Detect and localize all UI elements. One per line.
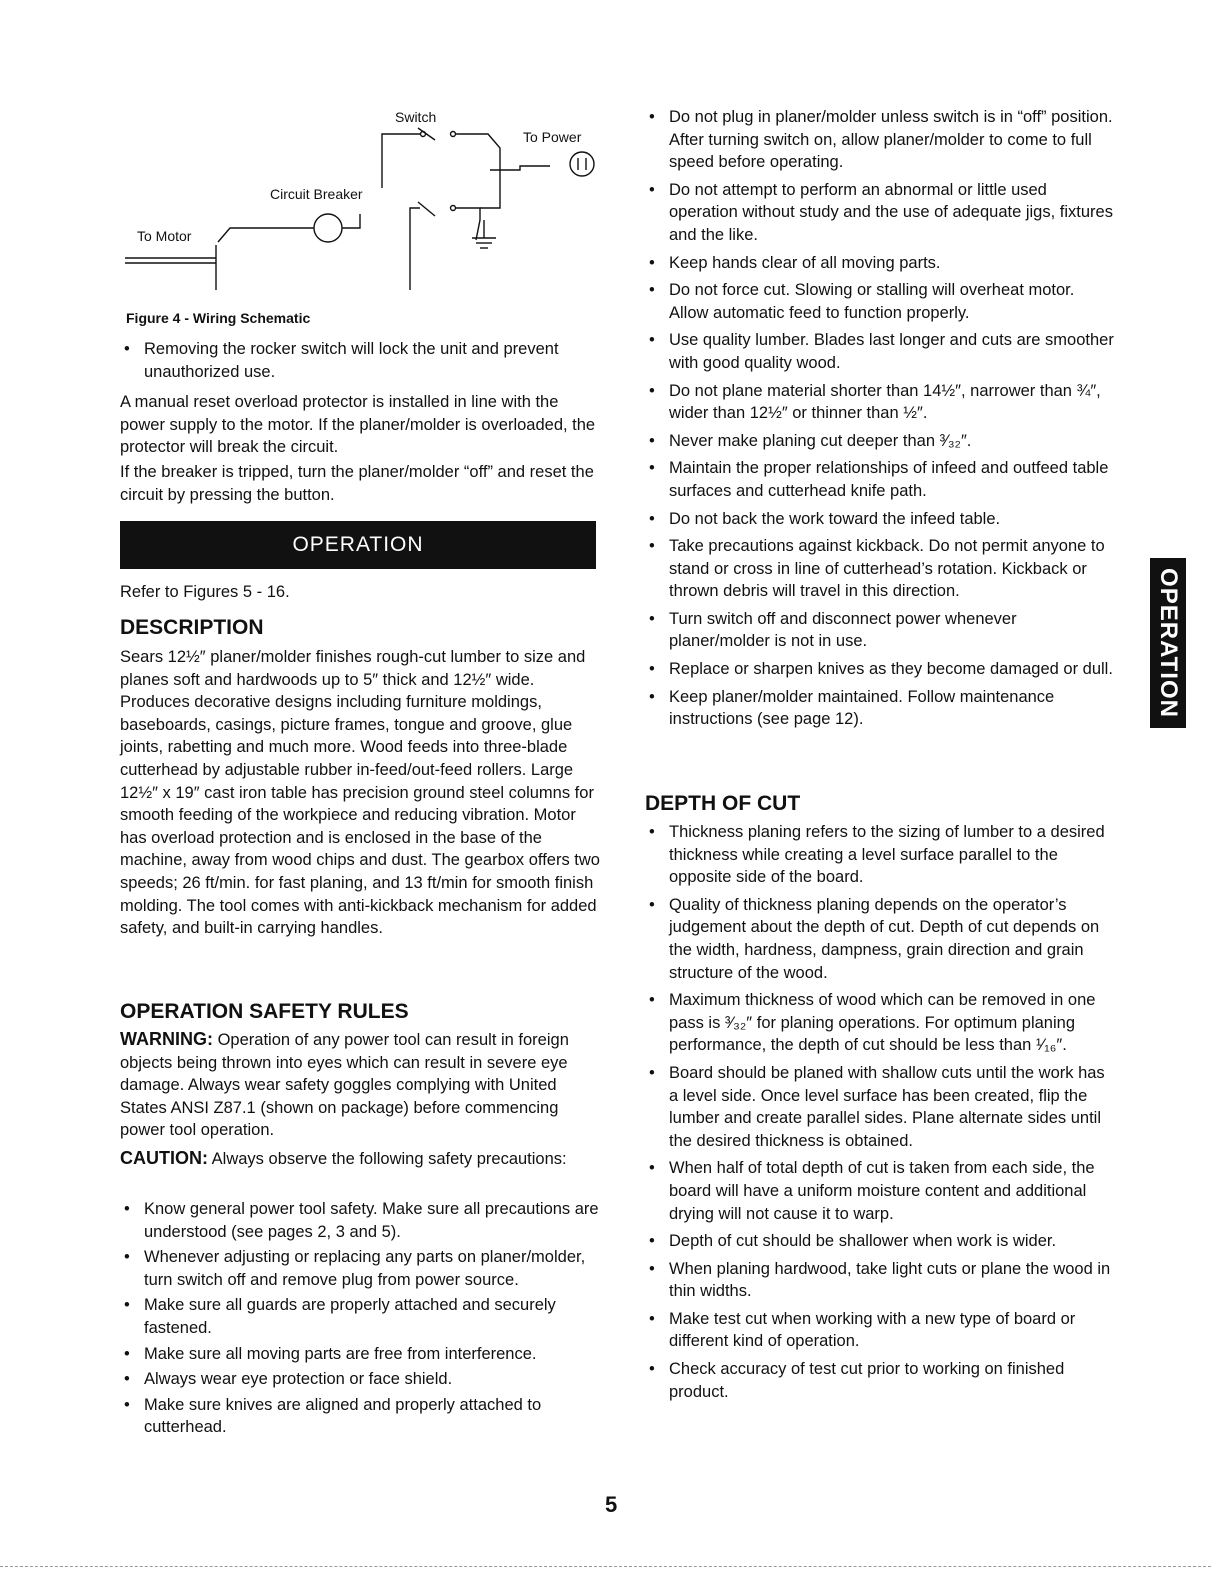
list-item: • Depth of cut should be shallower when work is wider. xyxy=(645,1230,1115,1253)
caution-text: Always observe the following safety precautions: xyxy=(208,1150,567,1168)
safety-rules-heading: OPERATION SAFETY RULES xyxy=(120,1000,409,1023)
list-item: • Keep hands clear of all moving parts. xyxy=(645,252,1115,275)
list-item: • Take precautions against kickback. Do not permit anyone to stand or cross in line of cutterhead’s rotation. Kickback or thrown debris will travel in this direction. xyxy=(645,535,1115,603)
list-item: • Board should be planed with shallow cuts until the work has a level side. Once level surface has been created, flip the lumber and create parallel sides. Plane alternate sides until the desired thickness is obtained. xyxy=(645,1062,1115,1152)
operation-side-tab xyxy=(1150,558,1186,728)
list-item: • Make sure all guards are properly attached and securely fastened. xyxy=(120,1294,602,1339)
protector-paragraph: A manual reset overload protector is installed in line with the power supply to the motor. If the planer/molder is overloaded, the protector will break the circuit. xyxy=(120,393,596,457)
circuit-breaker-label: Circuit Breaker xyxy=(270,186,363,202)
warning-paragraph xyxy=(120,1028,602,1142)
operation-banner: OPERATION xyxy=(120,521,596,569)
bottom-divider xyxy=(0,1566,1211,1567)
list-item: • When half of total depth of cut is taken from each side, the board will have a uniform moisture content and additional drying will not cause it to warp. xyxy=(645,1157,1115,1225)
list-item: • Keep planer/molder maintained. Follow maintenance instructions (see page 12). xyxy=(645,686,1115,731)
list-item: • Do not plane material shorter than 14½″, narrower than ¾″, wider than 12½″ or thinner than ½″. xyxy=(645,380,1115,425)
side-tab-label: OPERATION xyxy=(1155,568,1182,718)
list-item: • Maximum thickness of wood which can be removed in one pass is ³⁄₃₂″ for planing operations. For optimum planing performance, the depth of cut should be less than ¹⁄₁₆″. xyxy=(645,989,1115,1057)
list-item: • Make sure knives are aligned and properly attached to cutterhead. xyxy=(120,1394,602,1439)
caution-paragraph xyxy=(120,1147,602,1171)
list-item: • Make test cut when working with a new type of board or different kind of operation. xyxy=(645,1308,1115,1353)
list-item: • Removing the rocker switch will lock the unit and prevent unauthorized use. xyxy=(120,338,602,383)
list-item: • Do not back the work toward the infeed table. xyxy=(645,508,1115,531)
caution-label: CAUTION: xyxy=(120,1148,208,1168)
description-heading: DESCRIPTION xyxy=(120,616,264,639)
wiring-schematic xyxy=(120,100,610,300)
warning-text: Operation of any power tool can result in foreign objects being thrown into eyes which can result in severe eye damage. Always wear safety goggles complying with United States ANSI Z87.1 (shown on package) before commencing power tool operation. xyxy=(120,1031,569,1140)
warning-label: WARNING: xyxy=(120,1029,213,1049)
list-item: • Know general power tool safety. Make sure all precautions are understood (see pages 2, 3 and 5). xyxy=(120,1198,602,1243)
breaker-paragraph: If the breaker is tripped, turn the planer/molder “off” and reset the circuit by pressing the button. xyxy=(120,463,594,504)
circuit-lines xyxy=(125,128,594,290)
list-item: • Replace or sharpen knives as they become damaged or dull. xyxy=(645,658,1115,681)
list-item: • Whenever adjusting or replacing any parts on planer/molder, turn switch off and remove plug from power source. xyxy=(120,1246,602,1291)
figure-caption: Figure 4 - Wiring Schematic xyxy=(126,310,311,326)
list-item: • Quality of thickness planing depends on the operator’s judgement about the depth of cut. Depth of cut depends on the width, hardness, dampness, grain direction and grain structure of the wood. xyxy=(645,894,1115,984)
refer-figures: Refer to Figures 5 - 16. xyxy=(120,583,290,601)
list-item: • Always wear eye protection or face shield. xyxy=(120,1368,602,1391)
switch-label: Switch xyxy=(395,109,437,125)
description-text: Sears 12½″ planer/molder finishes rough-cut lumber to size and planes soft and hardwoods up to 5″ thick and 12½″ wide. Produces decorative designs including furniture moldings, baseboards, casings, picture frames, tongue and groove, glue joints, rabetting and much more. Wood feeds into three-blade cutterhead by adjustable rubber in-feed/out-feed rollers. Large 12½″ x 19″ cast iron table has precision ground steel columns for smooth feeding of the workpiece and reducing vibration. Motor has overload protection and is enclosed in the base of the machine, away from wood chips and dust. The gearbox offers two speeds; 26 ft/min. for fast planing, and 13 ft/min for smooth finish molding. The tool comes with anti-kickback mechanism for added safety, and built-in carrying handles. xyxy=(120,648,600,938)
list-item: • Thickness planing refers to the sizing of lumber to a desired thickness while creating a level surface parallel to the opposite side of the board. xyxy=(645,821,1115,889)
safety-bullet-list xyxy=(645,106,1115,731)
list-item: • Do not attempt to perform an abnormal or little used operation without study and the use of adequate jigs, fixtures and the like. xyxy=(645,179,1115,247)
depth-bullet-list xyxy=(645,821,1115,1403)
list-item: • Check accuracy of test cut prior to working on finished product. xyxy=(645,1358,1115,1403)
list-item: • Do not plug in planer/molder unless switch is in “off” position. After turning switch on, allow planer/molder to come to full speed before operating. xyxy=(645,106,1115,174)
list-item: • Do not force cut. Slowing or stalling will overheat motor. Allow automatic feed to function properly. xyxy=(645,279,1115,324)
to-power-label: To Power xyxy=(523,129,582,145)
list-item: • Use quality lumber. Blades last longer and cuts are smoother with good quality wood. xyxy=(645,329,1115,374)
list-item: • Turn switch off and disconnect power whenever planer/molder is not in use. xyxy=(645,608,1115,653)
list-item: • Never make planing cut deeper than ³⁄₃₂″. xyxy=(645,430,1115,453)
list-item: • Make sure all moving parts are free from interference. xyxy=(120,1343,602,1366)
to-motor-label: To Motor xyxy=(137,228,192,244)
list-item: • When planing hardwood, take light cuts or plane the wood in thin widths. xyxy=(645,1258,1115,1303)
caution-bullet-list xyxy=(120,1198,602,1439)
lock-bullet-list xyxy=(120,338,602,383)
list-item: • Maintain the proper relationships of infeed and outfeed table surfaces and cutterhead knife path. xyxy=(645,457,1115,502)
depth-of-cut-heading: DEPTH OF CUT xyxy=(645,792,801,815)
page-number: 5 xyxy=(605,1492,618,1517)
